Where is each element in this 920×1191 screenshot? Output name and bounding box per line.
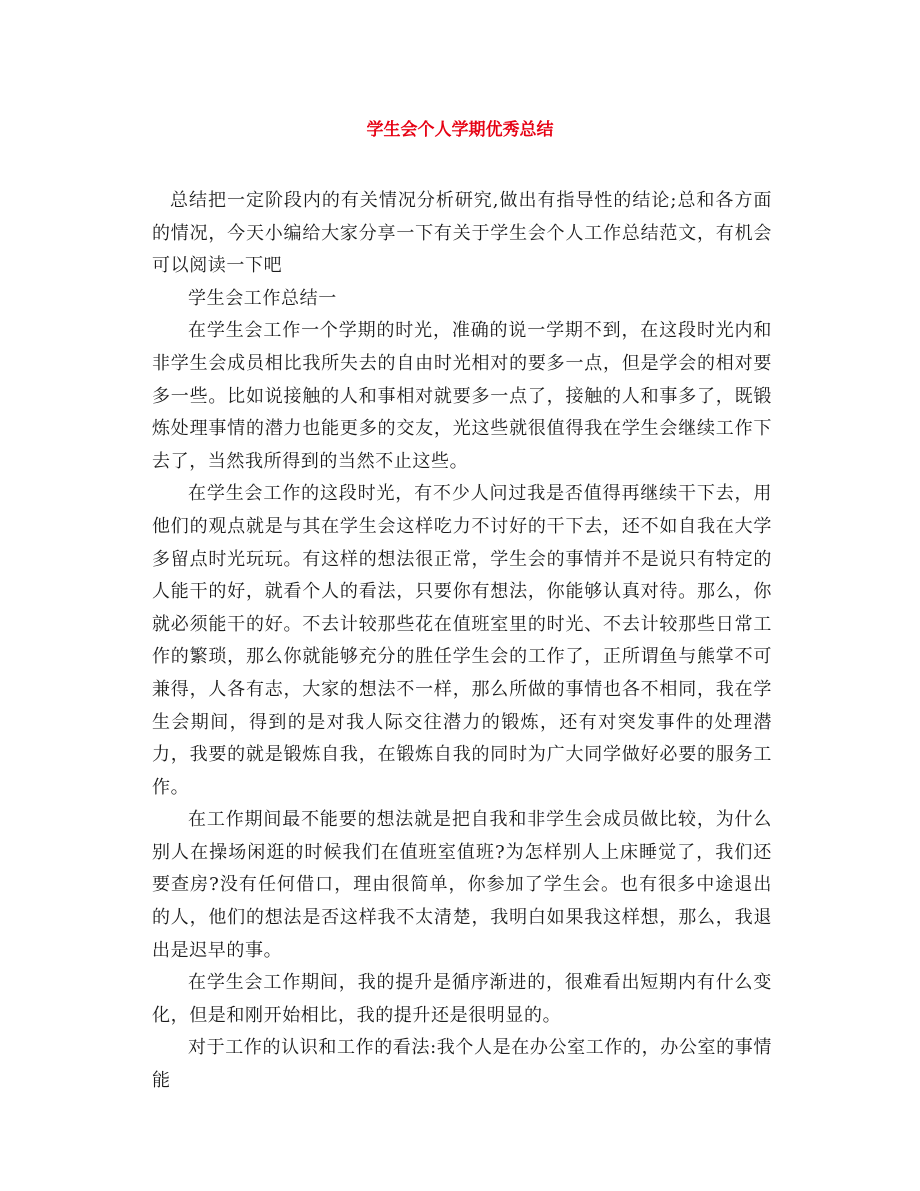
body-paragraph: 在工作期间最不能要的想法就是把自我和非学生会成员做比较，为什么别人在操场闲逛的时候我们在值班室值班?为怎样别人上床睡觉了，我们还要查房?没有任何借口，理由很简单，你参加了学生会。也有很多中途退出的人，他们的想法是否这样我不太清楚，我明白如果我这样想，那么，我退出是迟早的事。	[152, 809, 772, 961]
body-paragraph: 在学生会工作一个学期的时光，准确的说一学期不到，在这段时光内和非学生会成员相比我所失去的自由时光相对的要多一点，但是学会的相对要多一些。比如说接触的人和事相对就要多一点了，接触的人和事多了，既锻炼处理事情的潜力也能更多的交友，光这些就很值得我在学生会继续工作下去了，当然我所得到的当然不止这些。	[152, 320, 772, 472]
body-paragraph: 在学生会工作期间，我的提升是循序渐进的，很难看出短期内有什么变化，但是和刚开始相比，我的提升还是很明显的。	[152, 972, 772, 1026]
section-heading: 学生会工作总结一	[188, 287, 337, 309]
document-title: 学生会个人学期优秀总结	[366, 120, 554, 140]
body-paragraph: 在学生会工作的这段时光，有不少人问过我是否值得再继续干下去，用他们的观点就是与其在学生会这样吃力不讨好的干下去，还不如自我在大学多留点时光玩玩。有这样的想法很正常，学生会的事情并不是说只有特定的人能干的好，就看个人的看法，只要你有想法，你能够认真对待。那么，你就必须能干的好。不去计较那些花在值班室里的时光、不去计较那些日常工作的繁琐，那么你就能够充分的胜任学生会的工作了，正所谓鱼与熊掌不可兼得，人各有志，大家的想法不一样，那么所做的事情也各不相同，我在学生会期间，得到的是对我人际交往潜力的锻炼，还有对突发事件的处理潜力，我要的就是锻炼自我，在锻炼自我的同时为广大同学做好必要的服务工作。	[152, 483, 772, 798]
body-paragraph: 对于工作的认识和工作的看法:我个人是在办公室工作的，办公室的事情能	[152, 1037, 772, 1092]
document-body	[152, 185, 772, 1098]
intro-paragraph: 总结把一定阶段内的有关情况分析研究,做出有指导性的结论;总和各方面的情况，今天小编给大家分享一下有关于学生会个人工作总结范文，有机会可以阅读一下吧	[152, 190, 772, 277]
